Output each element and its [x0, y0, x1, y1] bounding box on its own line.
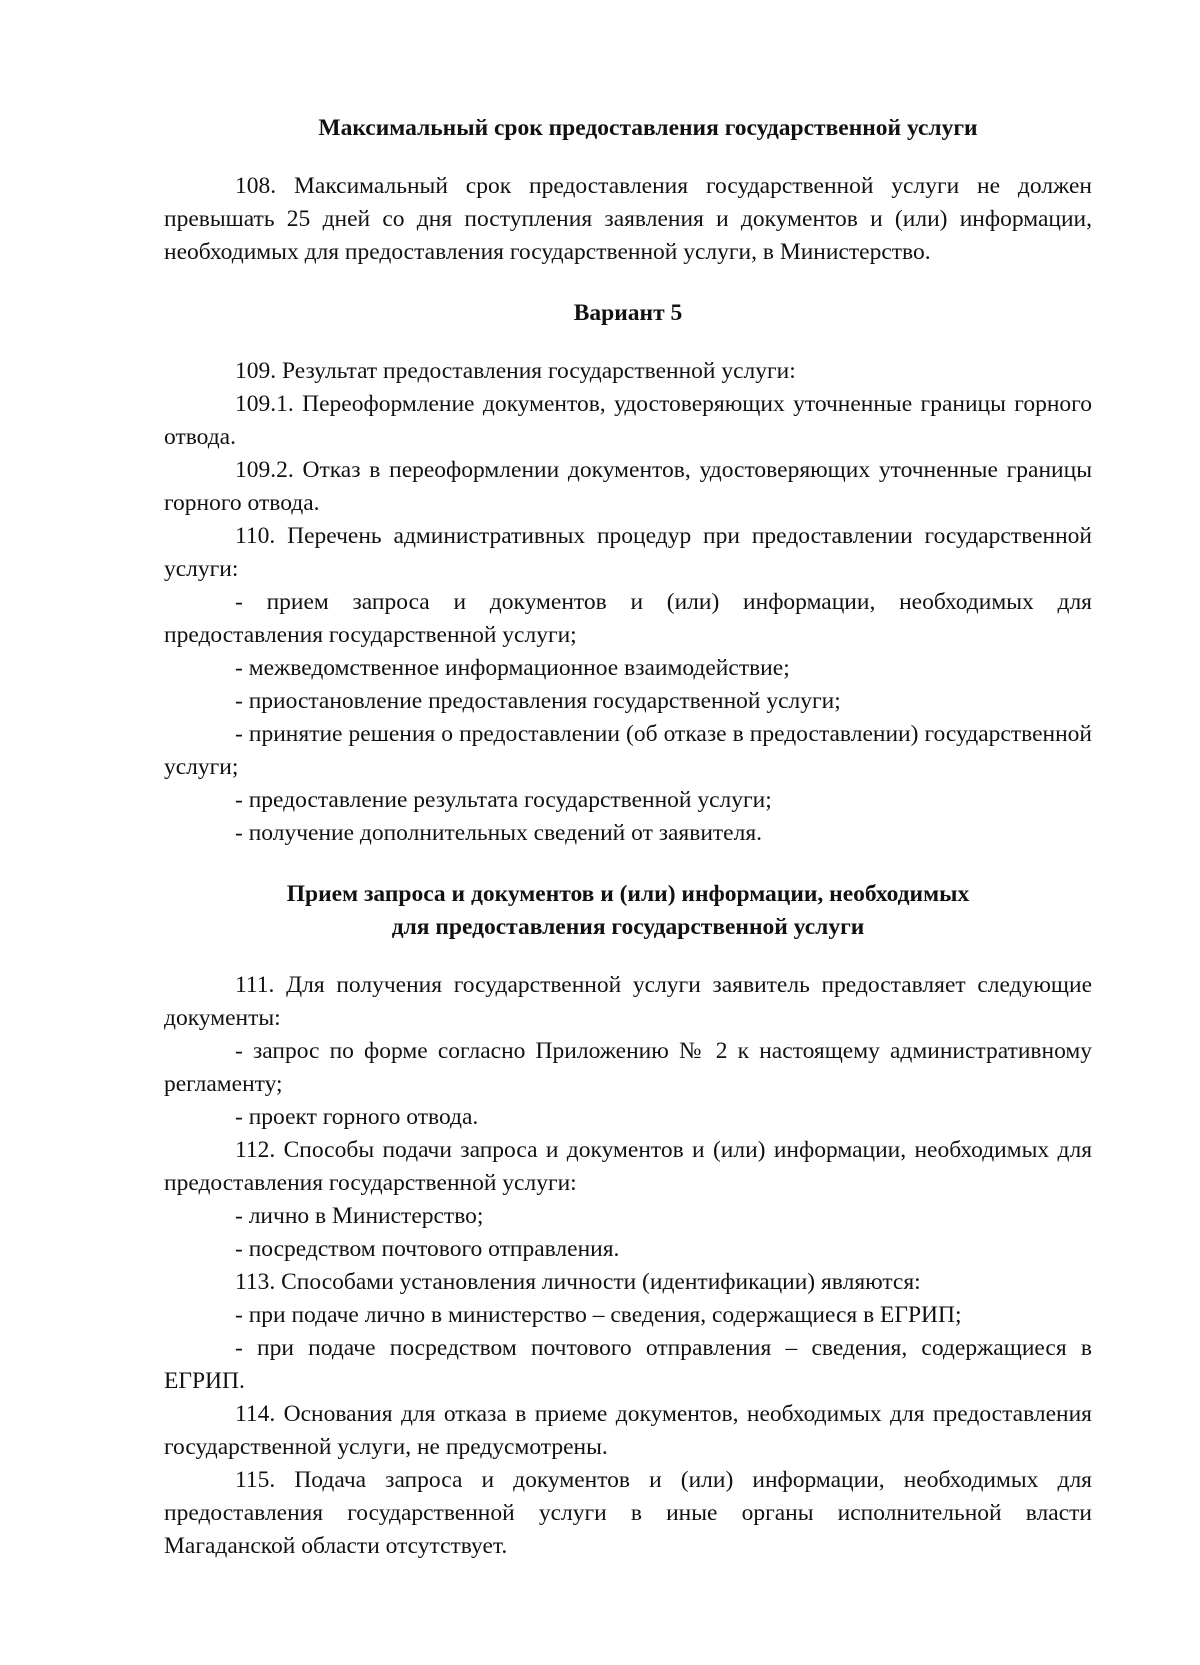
list-item: - при подаче лично в министерство – сведения, содержащиеся в ЕГРИП; [235, 1302, 962, 1328]
paragraph-113: 113. Способами установления личности (идентификации) являются: [235, 1269, 921, 1295]
list-item: - получение дополнительных сведений от заявителя. [235, 820, 763, 846]
section-heading-reception-line1: Прием запроса и документов и (или) информации, необходимых [286, 881, 970, 907]
list-item: - при подаче посредством почтового отправления – сведения, содержащиеся в ЕГРИП. [164, 1335, 1092, 1394]
list-item: - запрос по форме согласно Приложению № 2 к настоящему административному регламенту; [164, 1038, 1092, 1097]
list-item: - приостановление предоставления государственной услуги; [235, 688, 841, 714]
paragraph-115: 115. Подача запроса и документов и (или) информации, необходимых для предоставления государственной услуги в иные органы исполнительной власти Магаданской области отсутствует. [164, 1467, 1092, 1559]
list-item: - лично в Министерство; [235, 1203, 484, 1229]
section-heading-reception-line2: для предоставления государственной услуги [391, 914, 865, 940]
paragraph-109: 109. Результат предоставления государственной услуги: [235, 358, 796, 384]
list-item: - посредством почтового отправления. [235, 1236, 620, 1262]
list-item: - прием запроса и документов и (или) информации, необходимых для предоставления государственной услуги; [164, 589, 1092, 648]
paragraph-114: 114. Основания для отказа в приеме документов, необходимых для предоставления государственной услуги, не предусмотрены. [164, 1401, 1092, 1460]
list-item: - принятие решения о предоставлении (об отказе в предоставлении) государственной услуги; [164, 721, 1092, 780]
document-page [164, 112, 1092, 1563]
paragraph-111: 111. Для получения государственной услуги заявитель предоставляет следующие документы: [164, 972, 1092, 1031]
section-heading-max-term: Максимальный срок предоставления государственной услуги [318, 115, 978, 141]
paragraph-108: 108. Максимальный срок предоставления государственной услуги не должен превышать 25 дней со дня поступления заявления и документов и (или) информации, необходимых для предоставления государственной услуги, в Министерство. [164, 173, 1092, 265]
paragraph-109-1: 109.1. Переоформление документов, удостоверяющих уточненные границы горного отвода. [164, 391, 1092, 450]
list-item: - проект горного отвода. [235, 1104, 479, 1130]
list-item: - предоставление результата государственной услуги; [235, 787, 772, 813]
list-item: - межведомственное информационное взаимодействие; [235, 655, 790, 681]
section-heading-variant: Вариант 5 [573, 300, 683, 326]
paragraph-109-2: 109.2. Отказ в переоформлении документов, удостоверяющих уточненные границы горного отвода. [164, 457, 1092, 516]
paragraph-110: 110. Перечень административных процедур при предоставлении государственной услуги: [164, 523, 1092, 582]
paragraph-112: 112. Способы подачи запроса и документов и (или) информации, необходимых для предоставления государственной услуги: [164, 1137, 1092, 1196]
